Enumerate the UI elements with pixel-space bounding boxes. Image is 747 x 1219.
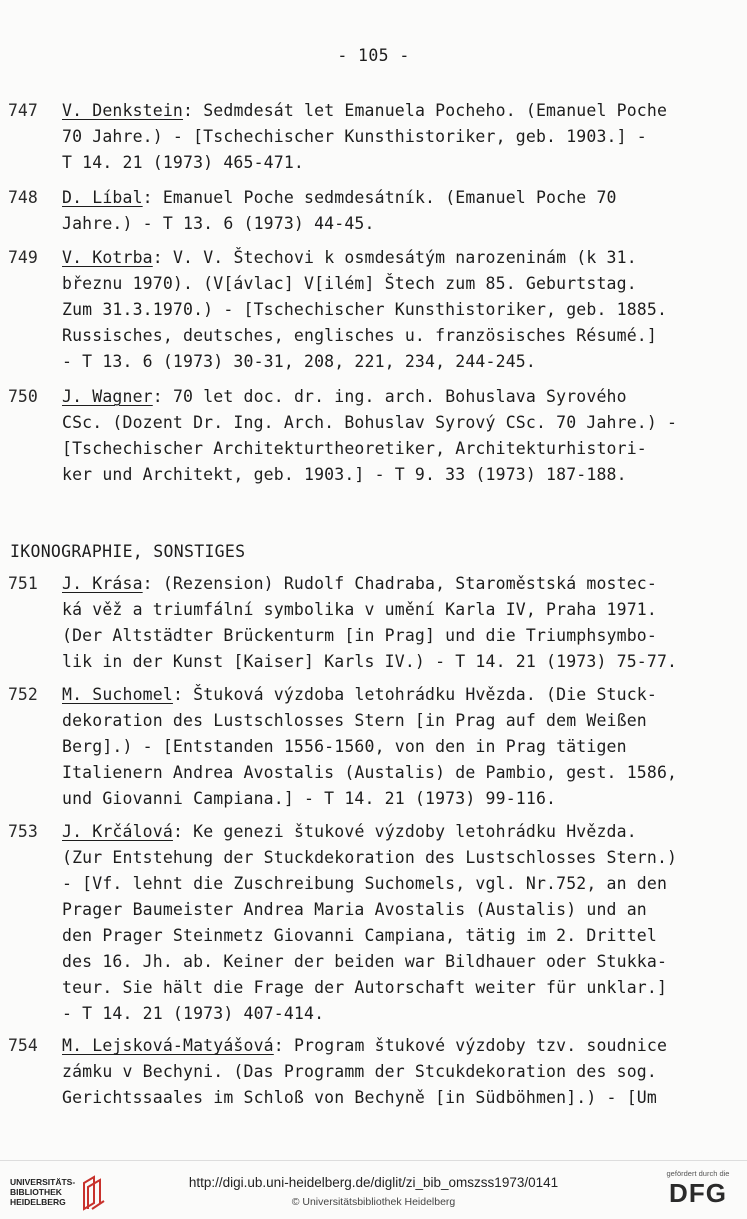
entry-line: březnu 1970). (V[ávlac] V[ilém] Štech zum 85. Geburtstag. xyxy=(62,274,637,293)
entry-line: 70 Jahre.) - [Tschechischer Kunsthistoriker, geb. 1903.] - xyxy=(62,127,647,146)
entry-author: V. Kotrba xyxy=(62,248,153,267)
entry-author: M. Suchomel xyxy=(62,685,173,704)
entry-line: Program štukové výzdoby tzv. soudnice xyxy=(293,1036,668,1055)
copyright-notice: © Universitätsbibliothek Heidelberg xyxy=(291,1196,456,1208)
entry-line: Russisches, deutsches, englisches u. französisches Résumé.] xyxy=(62,326,657,345)
entry-number: 753 xyxy=(8,822,38,841)
entry-line: - T 14. 21 (1973) 407-414. xyxy=(62,1004,325,1023)
entry-line: (Der Altstädter Brückenturm [in Prag] und die Triumphsymbo- xyxy=(62,626,657,645)
entry-line: 70 let doc. dr. ing. arch. Bohuslava Syrového xyxy=(172,387,627,406)
entry-line: Italienern Andrea Avostalis (Austalis) de Pambio, gest. 1586, xyxy=(62,763,678,782)
entry-line: Ke genezi štukové výzdoby letohrádku Hvězda. xyxy=(193,822,637,841)
entry-line: Prager Baumeister Andrea Maria Avostalis (Austalis) und an xyxy=(62,900,647,919)
entry-line: [Tschechischer Architekturtheoretiker, Architekturhistori- xyxy=(62,439,647,458)
entry-number: 752 xyxy=(8,685,38,704)
entry-author: J. Krčálová xyxy=(62,822,173,841)
entry-line: und Giovanni Campiana.] - T 14. 21 (1973) 99-116. xyxy=(62,789,557,808)
entry-number: 750 xyxy=(8,387,38,406)
entry-line: ká věž a triumfální symbolika v umění Karla IV, Praha 1971. xyxy=(62,600,657,619)
section-heading: IKONOGRAPHIE, SONSTIGES xyxy=(10,542,246,561)
entry-line: Sedmdesát let Emanuela Pocheho. (Emanuel Poche xyxy=(203,101,668,120)
entry-line: den Prager Steinmetz Giovanni Campiana, tätig im 2. Drittel xyxy=(62,926,657,945)
entry-number: 747 xyxy=(8,101,38,120)
dfg-logo[interactable] xyxy=(657,1169,739,1215)
entry-line: zámku v Bechyni. (Das Programm der Stcukdekoration des sog. xyxy=(62,1062,657,1081)
entry-line: lik in der Kunst [Kaiser] Karls IV.) - T 14. 21 (1973) 75-77. xyxy=(62,652,678,671)
entry-number: 748 xyxy=(8,188,38,207)
entry-author: M. Lejsková-Matyášová xyxy=(62,1036,274,1055)
entry-author: D. Líbal xyxy=(62,188,143,207)
entry-line: V. V. Štechovi k osmdesátým narozeninám (k 31. xyxy=(172,248,637,267)
entry-line: Emanuel Poche sedmdesátník. (Emanuel Poche 70 xyxy=(162,188,617,207)
permalink-url[interactable]: http://digi.ub.uni-heidelberg.de/diglit/zi_bib_omszss1973/0141 xyxy=(188,1175,559,1190)
entry-line: (Zur Entstehung der Stuckdekoration des Lustschlosses Stern.) xyxy=(62,848,678,867)
entry-line: ker und Architekt, geb. 1903.] - T 9. 33 (1973) 187-188. xyxy=(62,465,627,484)
entry-number: 749 xyxy=(8,248,38,267)
library-logo-text: UNIVERSITÄTS- BIBLIOTHEK HEIDELBERG xyxy=(10,1177,76,1207)
entry-line: (Rezension) Rudolf Chadraba, Staroměstská mostec- xyxy=(162,574,657,593)
page-number: - 105 - xyxy=(337,46,410,65)
entry-author: J. Wagner xyxy=(62,387,153,406)
entry-number: 754 xyxy=(8,1036,38,1055)
entry-line: des 16. Jh. ab. Keiner der beiden war Bildhauer oder Stukka- xyxy=(62,952,668,971)
page-footer xyxy=(0,1160,747,1219)
entry-line: CSc. (Dozent Dr. Ing. Arch. Bohuslav Syrový CSc. 70 Jahre.) - xyxy=(62,413,678,432)
entry-line: teur. Sie hält die Frage der Autorschaft weiter für unklar.] xyxy=(62,978,668,997)
entry-author: J. Krása xyxy=(62,574,143,593)
entry-line: Gerichtssaales im Schloß von Bechyně [in Südböhmen].) - [Um xyxy=(62,1088,657,1107)
entry-line: - T 13. 6 (1973) 30-31, 208, 221, 234, 244-245. xyxy=(62,352,536,371)
entry-line: - [Vf. lehnt die Zuschreibung Suchomels, vgl. Nr.752, an den xyxy=(62,874,668,893)
entry-line: Jahre.) - T 13. 6 (1973) 44-45. xyxy=(62,214,375,233)
entry-number: 751 xyxy=(8,574,38,593)
entry-line: Štuková výzdoba letohrádku Hvězda. (Die Stuck- xyxy=(193,685,657,704)
entry-line: Zum 31.3.1970.) - [Tschechischer Kunsthistoriker, geb. 1885. xyxy=(62,300,668,319)
funding-note: gefördert durch die xyxy=(666,1169,730,1178)
entry-author: V. Denkstein xyxy=(62,101,184,120)
entry-line: Berg].) - [Entstanden 1556-1560, von den in Prag tätigen xyxy=(62,737,627,756)
entry-line: dekoration des Lustschlosses Stern [in Prag auf dem Weißen xyxy=(62,711,647,730)
dfg-wordmark: DFG xyxy=(669,1178,727,1208)
entry-line: T 14. 21 (1973) 465-471. xyxy=(62,153,305,172)
